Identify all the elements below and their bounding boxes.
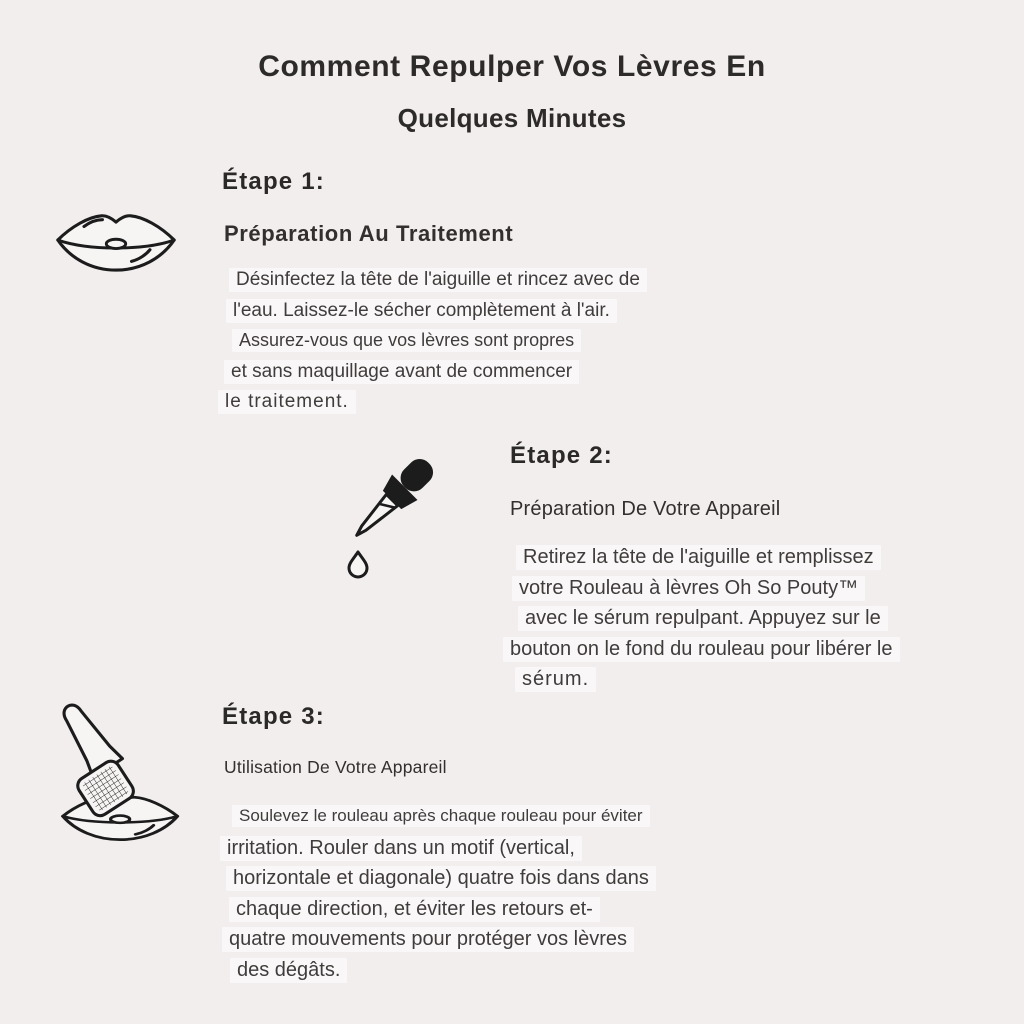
step-3-body-line: chaque direction, et éviter les retours et-	[229, 897, 600, 922]
step-3-body-line: des dégâts.	[230, 958, 347, 983]
step-3-body-line: horizontale et diagonale) quatre fois dans dans	[226, 866, 656, 891]
step-3-body	[216, 805, 656, 988]
step-1-body-line: Désinfectez la tête de l'aiguille et rincez avec de	[229, 268, 647, 292]
step-1-body	[216, 268, 647, 421]
page-title: Comment Repulper Vos Lèvres En	[258, 50, 766, 83]
step-2-body-line: bouton on le fond du rouleau pour libérer le	[503, 637, 900, 662]
page-subtitle: Quelques Minutes	[397, 103, 627, 133]
step-2-body-line: Retirez la tête de l'aiguille et remplissez	[516, 545, 881, 570]
step-2-body-line: sérum.	[515, 667, 596, 692]
step-2-body-line: avec le sérum repulpant. Appuyez sur le	[518, 606, 888, 631]
step-3-body-line: Soulevez le rouleau après chaque rouleau pour éviter	[232, 805, 650, 827]
step-2-body	[500, 545, 900, 698]
step-2-heading: Étape 2:	[510, 442, 613, 469]
step-1-body-line: l'eau. Laissez-le sécher complètement à l'air.	[226, 299, 617, 323]
step-1-body-line: et sans maquillage avant de commencer	[224, 360, 579, 384]
step-2-body-line: votre Rouleau à lèvres Oh So Pouty™	[512, 576, 865, 601]
step-1-subheading: Préparation Au Traitement	[224, 221, 514, 246]
lips-icon	[52, 200, 180, 282]
step-1-heading: Étape 1:	[222, 168, 325, 195]
lip-roller-icon	[28, 695, 188, 845]
step-1-body-line: le traitement.	[218, 390, 356, 414]
step-3-heading: Étape 3:	[222, 703, 325, 730]
step-3-subheading: Utilisation De Votre Appareil	[224, 757, 447, 777]
step-1-body-line: Assurez-vous que vos lèvres sont propres	[232, 329, 581, 352]
step-2-subheading: Préparation De Votre Appareil	[510, 498, 781, 520]
step-3-body-line: quatre mouvements pour protéger vos lèvres	[222, 927, 634, 952]
dropper-icon	[338, 452, 468, 587]
step-3-body-line: irritation. Rouler dans un motif (vertical,	[220, 836, 582, 861]
